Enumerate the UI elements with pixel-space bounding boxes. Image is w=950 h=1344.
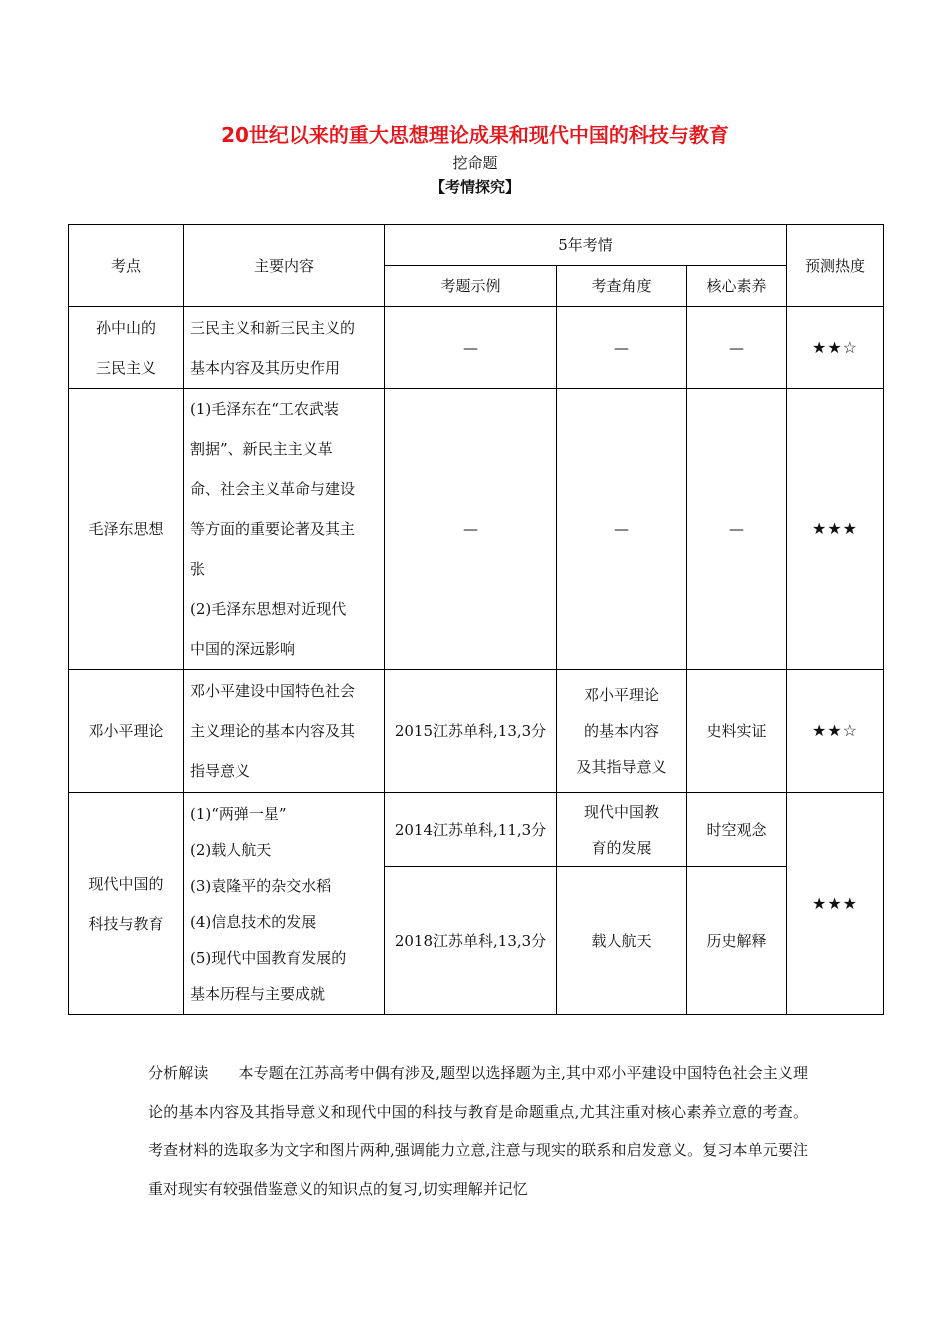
example-cell: 2015江苏单科,13,3分 [385,670,557,793]
table-row [69,670,884,793]
cell-line: 现代中国的 [88,874,164,893]
kaodian-cell [69,389,184,670]
cell-line: 邓小平理论 [88,722,164,740]
literacy-cell: — [687,389,787,670]
cell-line: 主义理论的基本内容及其 [190,722,356,740]
content-cell [184,389,385,670]
example-cell: 2014江苏单科,11,3分 [385,793,557,867]
cell-line: (5)现代中国教育发展的 [190,948,347,967]
heat-rating: ★★★ [787,793,884,1015]
header-five-year: 5年考情 [385,225,787,266]
example-cell: — [385,389,557,670]
cell-line: 三民主义和新三民主义的 [190,318,356,337]
cell-line: 的基本内容 [583,722,659,740]
cell-line: 现代中国教 [583,802,659,821]
cell-line: (3)袁隆平的杂交水稻 [190,876,332,895]
cell-line: 邓小平理论 [583,686,659,704]
angle-cell [557,389,687,670]
cell-line: 育的发展 [591,838,652,857]
cell-line: (4)信息技术的发展 [190,912,317,931]
section-heading: 【考情探究】 [429,178,520,196]
cell-line: 毛泽东思想 [88,520,164,538]
table-row [69,389,884,670]
kaodian-cell [69,670,184,793]
cell-line: 三民主义 [95,358,156,377]
angle-cell [557,670,687,793]
content-cell [184,307,385,389]
kaodian-cell [69,793,184,1015]
literacy-cell: — [687,307,787,389]
heat-rating: ★★★ [787,389,884,670]
header-heat: 预测热度 [787,225,884,307]
analysis-text: 本专题在江苏高考中偶有涉及,题型以选择题为主,其中邓小平建设中国特色社会主义理论的基本内容及其指导意义和现代中国的科技与教育是命题重点,尤其注重对核心素养立意的考查。考查材料的选取多为文字和图片两种,强调能力立意,注意与现实的联系和启发意义。复习本单元要注重对现实有较强借鉴意义的知识点的复习,切实理解并记忆 [148,1064,808,1198]
cell-line: (1)毛泽东在“工农武装 [190,400,339,418]
header-literacy: 核心素养 [687,266,787,307]
angle-cell [557,867,687,1015]
cell-line: 邓小平建设中国特色社会 [190,682,356,700]
table-row [69,307,884,389]
example-cell: 2018江苏单科,13,3分 [385,867,557,1015]
cell-line: 指导意义 [190,762,251,780]
header-example: 考题示例 [385,266,557,307]
kaodian-cell [69,307,184,389]
header-content: 主要内容 [184,225,385,307]
heat-rating: ★★☆ [787,670,884,793]
cell-line: 基本内容及其历史作用 [190,358,341,377]
header-angle: 考查角度 [557,266,687,307]
cell-line: — [614,338,629,357]
content-cell [184,670,385,793]
cell-line: (2)毛泽东思想对近现代 [190,600,347,618]
table-row [69,793,884,867]
literacy-cell: 史料实证 [687,670,787,793]
example-cell: — [385,307,557,389]
cell-line: 及其指导意义 [576,758,667,776]
cell-line: (2)载人航天 [190,840,272,859]
analysis-paragraph [148,1054,808,1208]
header-kaodian: 考点 [69,225,184,307]
angle-cell [557,793,687,867]
page-title: 20世纪以来的重大思想理论成果和现代中国的科技与教育 [221,123,729,147]
cell-line: (1)“两弹一星” [190,804,287,823]
cell-line: — [614,520,629,538]
literacy-cell: 时空观念 [687,793,787,867]
literacy-cell: 历史解释 [687,867,787,1015]
cell-line: 基本历程与主要成就 [190,984,326,1003]
table-header-row [69,225,884,266]
cell-line: 载人航天 [591,931,652,950]
subtitle: 挖命题 [452,154,498,172]
cell-line: 割据”、新民主主义革 [190,440,333,458]
cell-line: 命、社会主义革命与建设 [190,480,356,498]
cell-line: 科技与教育 [88,914,164,933]
angle-cell [557,307,687,389]
content-cell [184,793,385,1015]
cell-line: 孙中山的 [95,318,156,337]
cell-line: 等方面的重要论著及其主 [190,520,356,538]
exam-analysis-table [68,224,884,1015]
cell-line: 中国的深远影响 [190,640,296,658]
analysis-lead: 分析解读 [148,1064,209,1082]
cell-line: 张 [190,560,206,578]
heat-rating: ★★☆ [787,307,884,389]
